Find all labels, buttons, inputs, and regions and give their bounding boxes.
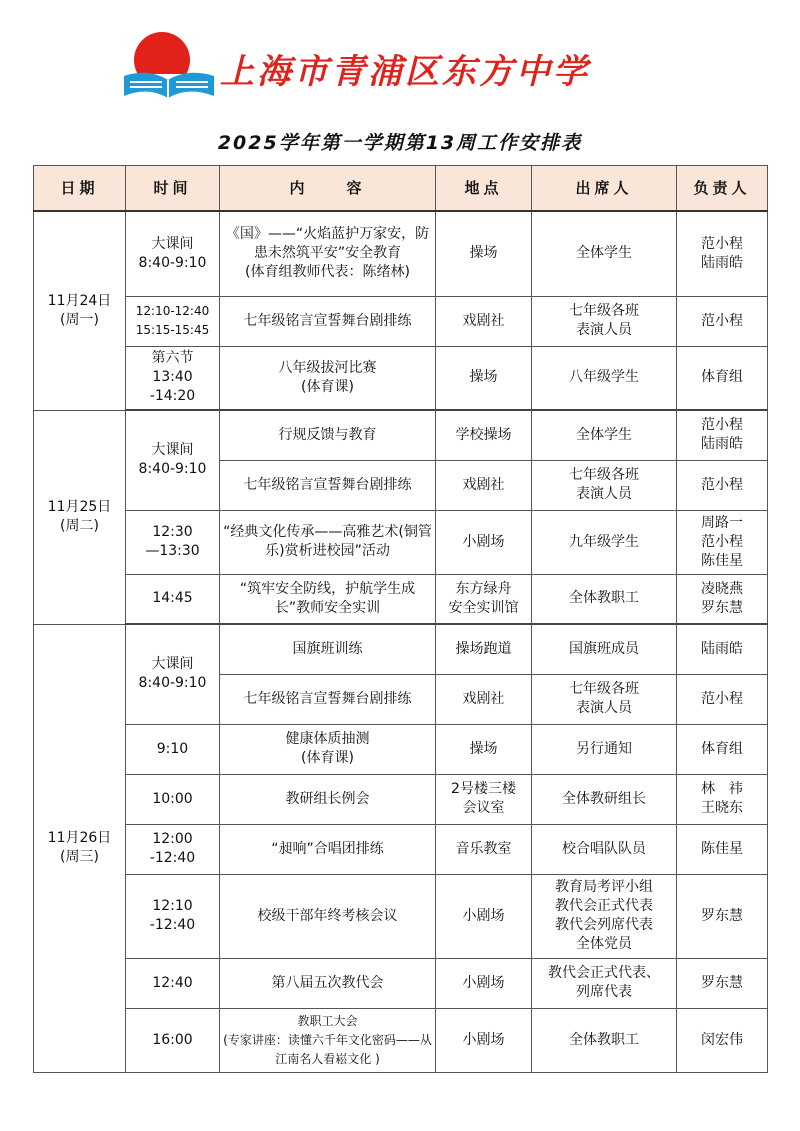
column-header-owner: 负责人 <box>677 166 768 212</box>
date-label: 11月26日 <box>47 830 112 846</box>
time-cell: 12:10-12:40 15:15-15:45 <box>126 296 220 346</box>
school-header <box>122 24 642 110</box>
time-cell: 10:00 <box>126 774 220 824</box>
date-cell <box>34 410 126 624</box>
time-cell: 12:10 -12:40 <box>126 874 220 958</box>
place-cell: 操场 <box>436 346 532 410</box>
place-cell: 东方绿舟 安全实训馆 <box>436 574 532 624</box>
attendees-cell: 国旗班成员 <box>532 624 677 674</box>
table-row <box>34 574 768 624</box>
table-row <box>34 958 768 1008</box>
table-row <box>34 824 768 874</box>
content-cell: 国旗班训练 <box>220 624 436 674</box>
attendees-cell: 全体教职工 <box>532 574 677 624</box>
attendees-cell: 教育局考评小组 教代会正式代表 教代会列席代表 全体党员 <box>532 874 677 958</box>
owner-cell: 周路一 范小程 陈佳星 <box>677 510 768 574</box>
school-logo-icon <box>122 24 222 110</box>
time-cell: 第六节 13:40 -14:20 <box>126 346 220 410</box>
table-row <box>34 296 768 346</box>
time-cell: 12:30 —13:30 <box>126 510 220 574</box>
date-cell <box>34 211 126 410</box>
owner-cell: 范小程 <box>677 460 768 510</box>
owner-cell: 体育组 <box>677 724 768 774</box>
column-header-place: 地点 <box>436 166 532 212</box>
owner-cell: 范小程 <box>677 296 768 346</box>
table-row <box>34 510 768 574</box>
table-row <box>34 624 768 674</box>
content-cell: 健康体质抽测 (体育课) <box>220 724 436 774</box>
content-cell: 八年级拔河比赛 (体育课) <box>220 346 436 410</box>
time-cell: 大课间 8:40-9:10 <box>126 410 220 510</box>
table-header-row <box>34 166 768 212</box>
column-header-content: 内 容 <box>220 166 436 212</box>
attendees-cell: 全体教职工 <box>532 1008 677 1072</box>
place-cell: 小剧场 <box>436 958 532 1008</box>
attendees-cell: 九年级学生 <box>532 510 677 574</box>
owner-cell: 范小程 <box>677 674 768 724</box>
table-row <box>34 410 768 460</box>
weekday-label: (周一) <box>60 311 99 328</box>
content-cell: 第八届五次教代会 <box>220 958 436 1008</box>
owner-cell: 林 祎 王晓东 <box>677 774 768 824</box>
date-label: 11月24日 <box>47 292 112 309</box>
content-cell: 《国》——“火焰蓝护万家安，防患未然筑平安”安全教育 (体育组教师代表：陈绪林) <box>220 211 436 296</box>
owner-cell: 范小程 陆雨皓 <box>677 410 768 460</box>
place-cell: 2号楼三楼 会议室 <box>436 774 532 824</box>
content-cell: “经典文化传承——高雅艺术(铜管乐)赏析进校园”活动 <box>220 510 436 574</box>
attendees-cell: 七年级各班 表演人员 <box>532 674 677 724</box>
attendees-cell: 校合唱队队员 <box>532 824 677 874</box>
table-row <box>34 1008 768 1072</box>
place-cell: 操场 <box>436 724 532 774</box>
table-row <box>34 724 768 774</box>
schedule-table <box>33 165 768 1073</box>
attendees-cell: 全体教研组长 <box>532 774 677 824</box>
table-row <box>34 774 768 824</box>
place-cell: 操场跑道 <box>436 624 532 674</box>
place-cell: 操场 <box>436 211 532 296</box>
time-cell: 14:45 <box>126 574 220 624</box>
place-cell: 学校操场 <box>436 410 532 460</box>
time-cell: 12:00 -12:40 <box>126 824 220 874</box>
place-cell: 戏剧社 <box>436 674 532 724</box>
owner-cell: 体育组 <box>677 346 768 410</box>
column-header-time: 时间 <box>126 166 220 212</box>
owner-cell: 罗东慧 <box>677 874 768 958</box>
owner-cell: 陆雨皓 <box>677 624 768 674</box>
date-label: 11月25日 <box>47 499 112 515</box>
time-cell: 12:40 <box>126 958 220 1008</box>
owner-cell: 范小程 陆雨皓 <box>677 211 768 296</box>
content-cell: 七年级铭言宣誓舞台剧排练 <box>220 674 436 724</box>
place-cell: 戏剧社 <box>436 460 532 510</box>
place-cell: 音乐教室 <box>436 824 532 874</box>
table-row <box>34 874 768 958</box>
time-cell: 大课间 8:40-9:10 <box>126 211 220 296</box>
column-header-date: 日期 <box>34 166 126 212</box>
content-cell: 教职工大会 (专家讲座：读懂六千年文化密码——从江南名人看崧文化 ) <box>220 1008 436 1072</box>
content-cell: “昶响”合唱团排练 <box>220 824 436 874</box>
content-cell: 七年级铭言宣誓舞台剧排练 <box>220 296 436 346</box>
owner-cell: 凌晓燕 罗东慧 <box>677 574 768 624</box>
date-cell <box>34 624 126 1072</box>
time-cell: 16:00 <box>126 1008 220 1072</box>
table-row <box>34 211 768 296</box>
place-cell: 戏剧社 <box>436 296 532 346</box>
attendees-cell: 教代会正式代表、 列席代表 <box>532 958 677 1008</box>
owner-cell: 罗东慧 <box>677 958 768 1008</box>
page-title: 2025学年第一学期第13周工作安排表 <box>217 132 583 154</box>
attendees-cell: 全体学生 <box>532 211 677 296</box>
school-name: 上海市青浦区东方中学 <box>220 52 590 92</box>
place-cell: 小剧场 <box>436 1008 532 1072</box>
place-cell: 小剧场 <box>436 874 532 958</box>
weekday-label: (周三) <box>60 849 99 865</box>
weekday-label: (周二) <box>60 518 99 534</box>
content-cell: 校级干部年终考核会议 <box>220 874 436 958</box>
content-cell: 行规反馈与教育 <box>220 410 436 460</box>
attendees-cell: 另行通知 <box>532 724 677 774</box>
table-row <box>34 346 768 410</box>
content-cell: “筑牢安全防线，护航学生成长”教师安全实训 <box>220 574 436 624</box>
place-cell: 小剧场 <box>436 510 532 574</box>
attendees-cell: 七年级各班 表演人员 <box>532 296 677 346</box>
content-cell: 教研组长例会 <box>220 774 436 824</box>
content-cell: 七年级铭言宣誓舞台剧排练 <box>220 460 436 510</box>
time-cell: 大课间 8:40-9:10 <box>126 624 220 724</box>
time-cell: 9:10 <box>126 724 220 774</box>
attendees-cell: 八年级学生 <box>532 346 677 410</box>
column-header-attendees: 出席人 <box>532 166 677 212</box>
owner-cell: 陈佳星 <box>677 824 768 874</box>
attendees-cell: 七年级各班 表演人员 <box>532 460 677 510</box>
owner-cell: 闵宏伟 <box>677 1008 768 1072</box>
attendees-cell: 全体学生 <box>532 410 677 460</box>
